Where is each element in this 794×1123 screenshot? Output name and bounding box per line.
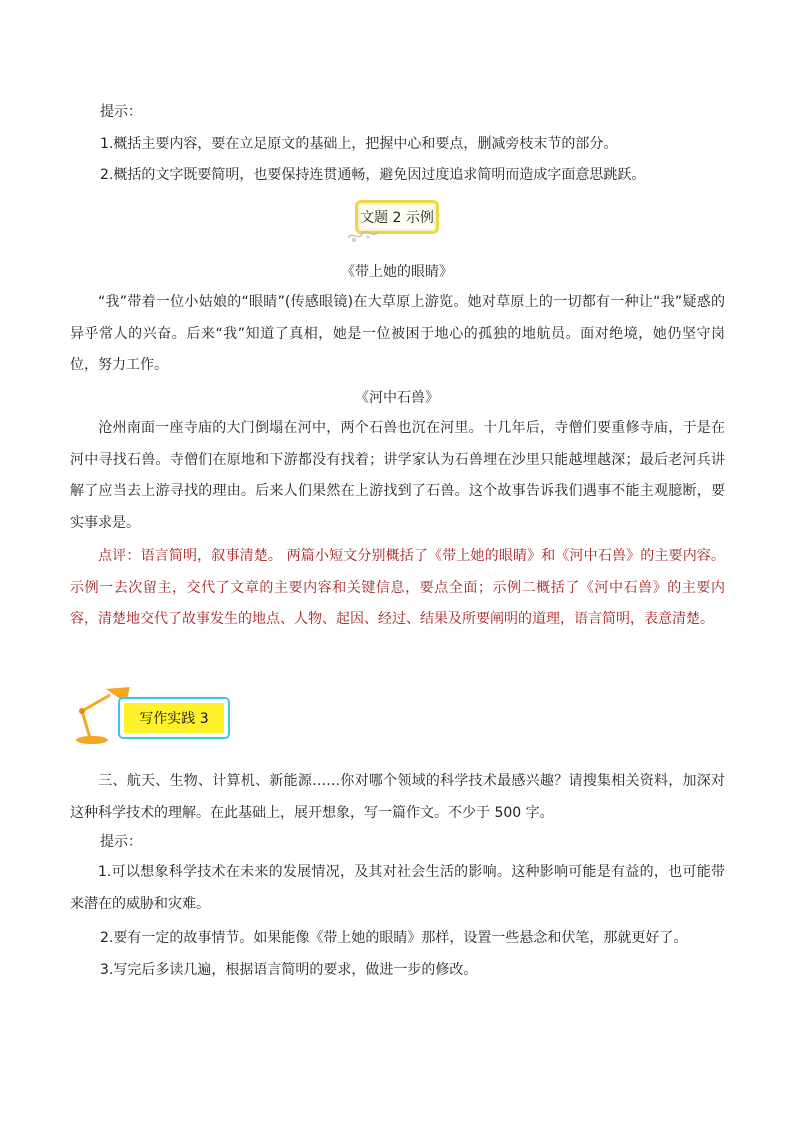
story1-title: 《带上她的眼睛》	[341, 264, 453, 280]
story1-text: “我”带着一位小姑娘的“眼睛”(传感眼镜)在大草原上游览。她对草原上的一切都有一种让“我”疑惑的异乎常人的兴奋。后来“我”知道了真相，她是一位被困于地心的孤独的地航员。面对绝境，她仍坚守岗位，努力工作。	[70, 294, 725, 373]
task-paragraph	[70, 766, 725, 829]
tips2-item-3: 3.写完后多读几遍，根据语言简明的要求，做进一步的修改。	[100, 962, 478, 978]
task-text: 三、航天、生物、计算机、新能源……你对哪个领域的科学技术最感兴趣？请搜集相关资料，加深对这种科学技术的理解。在此基础上，展开想象，写一篇作文。不少于 500 字。	[70, 773, 725, 821]
tips2-item-1	[70, 857, 725, 920]
tips2-item-1-text: 1.可以想象科学技术在未来的发展情况，及其对社会生活的影响。这种影响可能是有益的，也可能带来潜在的威胁和灾难。	[70, 864, 725, 912]
tip-item-2: 2.概括的文字既要简明，也要保持连贯通畅，避免因过度追求简明而造成字面意思跳跃。	[100, 167, 646, 183]
writing-practice-label: 写作实践 3	[139, 711, 209, 727]
tip-item-1: 1.概括主要内容，要在立足原文的基础上，把握中心和要点，删减旁枝末节的部分。	[100, 136, 618, 152]
story2-title: 《河中石兽》	[355, 390, 439, 406]
story1-paragraph	[70, 287, 725, 382]
story2-paragraph	[70, 413, 725, 539]
tips2-heading: 提示：	[100, 834, 142, 850]
writing-practice-badge	[118, 697, 230, 739]
comment-paragraph	[70, 541, 725, 636]
tips2-item-2: 2.要有一定的故事情节。如果能像《带上她的眼睛》那样，设置一些悬念和伏笔，那就更好了。	[100, 930, 688, 946]
story2-text: 沧州南面一座寺庙的大门倒塌在河中，两个石兽也沉在河里。十几年后，寺僧们要重修寺庙，于是在河中寻找石兽。寺僧们在原地和下游都没有找着；讲学家认为石兽埋在沙里只能越埋越深；最后老河兵讲解了应当去上游寻找的理由。后来人们果然在上游找到了石兽。这个故事告诉我们遇事不能主观臆断，要实事求是。	[70, 420, 725, 531]
tips-heading: 提示：	[100, 104, 142, 120]
example-badge-label: 文题 2 示例	[360, 210, 434, 226]
comment-text: 点评：语言简明，叙事清楚。 两篇小短文分别概括了《带上她的眼睛》和《河中石兽》的主要内容。示例一去次留主，交代了文章的主要内容和关键信息，要点全面；示例二概括了《河中石兽》的主要内容，清楚地交代了故事发生的地点、人物、起因、经过、结果及所要阐明的道理，语言简明，表意清楚。	[70, 548, 725, 627]
decorative-doodle-icon	[346, 228, 380, 244]
